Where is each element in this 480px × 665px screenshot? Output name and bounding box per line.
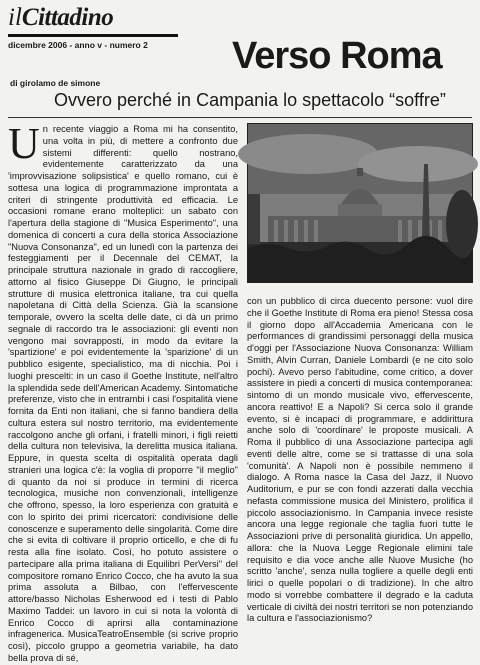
logo-prefix: il [8, 4, 22, 31]
rome-photo-illustration [248, 124, 472, 282]
newspaper-logo [8, 4, 198, 32]
article-photo-rome-skyline [247, 123, 473, 283]
article-column-left [8, 119, 238, 663]
left-column-text: n recente viaggio a Roma mi ha consentito, una volta in più, di mettere a confronto due sistemi differenti: quello nostrano, evidentemente caratterizzato da una 'improvvisazione solipsistica' e quello romano, cui è sottesa una logica di programmazione improntata a criteri di stringente produttività ed efficacia. Le occasioni romane erano molteplici: un sabato con l'apertura della stagione di "Musica Esperimento", una domenica di concerti a cura della storica Associazione "Nuova Consonanza", ed un lunedì con la partenza dei festeggiamenti per il Decennale del CEMAT, la principale struttura nazionale in grado di raccogliere, attorno al fisico Giuseppe Di Giugno, le principali strutture di musica elettronica italiane, tra cui quella napoletana di Città della Scienza. Già la scansione temporale, ovvero la scelta delle date, ci dà un primo segnale di raccordo tra le associazioni: gli eventi non vengono mai sovrapposti, in modo da evitare la 'spartizione' e poi evidentemente la 'sparizione' di un pubblico esigente, specialistico, ma di nicchia. Poi i luoghi prescelti: in un caso il Goethe Institute, nell'altro la splendida sede dell'American Academy. Sintomatiche preferenze, visto che in entrambi i casi l'ospitalità viene fornita da Enti non italiani, che si fanno bandiera della cultura estera sul nostro territorio, ma evidentemente raccolgono anche gli orfani, i fratelli minori, i figli reietti della cultura non televisiva, la derelitta musica italiana. Eppure, in questa scelta di ospitalità operata dagli stranieri una logica c'è: la voglia di proporre "il meglio" di quanto da noi si produce in termini di ricerca tecnologica, musiche non convenzionali, intelligenze che offrono, spesso, la loro esperienza con gratuità e con lo spirito dei primi ricercatori: condivisione delle conoscenze e superamento delle singolarità. Come dire che si evita di coltivare il proprio orticello, e che di fu resta alla fine isolato. Così, ho potuto assistere o partecipare alla prima italiana di Equilibri PerVersi" del compositore romano Enrico Cocco, che ha avuto la sua prima assoluta a Bilbao, con l'effervescente attore/basso Nicholas Esherwood ed i testi di Pablo Maximo Taddei: un lavoro in cui si nota la volontà di Enrico Cocco di aprirsi alla contaminazione infragenerica. MusicaTeatroEnsemble (si scrive proprio così), piccolo gruppo a geometria variabile, ha dato bella prova di sé, [8, 124, 238, 663]
subhead-divider [8, 117, 472, 118]
issue-line: dicembre 2006 - anno v - numero 2 [8, 40, 148, 50]
right-column-text: con un pubblico di circa duecento persone: vuol dire che il Goethe Institute di Roma era pieno! Stessa cosa il giorno dopo all'Accademia Americana con le performances di grandissimi personaggi della musica d'oggi per l'Associazione Nuova Consonanza: William Smith, Alvin Curran, Daniele Lombardi (e ne cito solo pochi). Avevo perso l'abitudine, come critico, a dover assistere in piedi a concerti di musica contemporanea: sintomo di un mondo musicale vivo, effervescente, ancora reattivo! E a Napoli? Si cerca solo il grande evento, si è incapaci di programmare, e addirittura anche solo di 'coordinare' le proposte musicali. A Roma il pubblico di una Associazione partecipa agli eventi delle altre, come se si trattasse di una sola 'comunità'. A Napoli non è possibile nemmeno il dialogo. A Roma nasce la Casa del Jazz, il Nuovo Auditorium, e pur se con fondi azzerati dalla vecchia nefasta commissione musica del Ministero, prolifica il piccolo associazionismo. In Campania invece resiste ancora una legge regionale che taglia fuori tutte le Associazioni prive di personalità giuridica. Un appello, allora: che la Nuova Legge Regionale elimini tale requisito e dia voce anche alle Nuove Musiche (ho scritto 'anche', senza nulla togliere a quelle degli enti lirici o quelle popolari o di tradizione). In che altro modo si vorrebbe combattere il degrado e la caduta verticale di civiltà dei nostri territori se non potenziando la cultura e l'associazionismo? [247, 296, 473, 624]
drop-cap: U [8, 119, 40, 168]
masthead [8, 4, 198, 50]
article-headline: Verso Roma [232, 35, 442, 77]
logo-name: Cittadino [21, 4, 114, 31]
article-subheadline: Ovvero perché in Campania lo spettacolo “soffre” [54, 90, 446, 110]
logo-underline [8, 34, 178, 37]
article-column-right [247, 296, 473, 624]
article-byline: di girolamo de simone [10, 78, 101, 88]
